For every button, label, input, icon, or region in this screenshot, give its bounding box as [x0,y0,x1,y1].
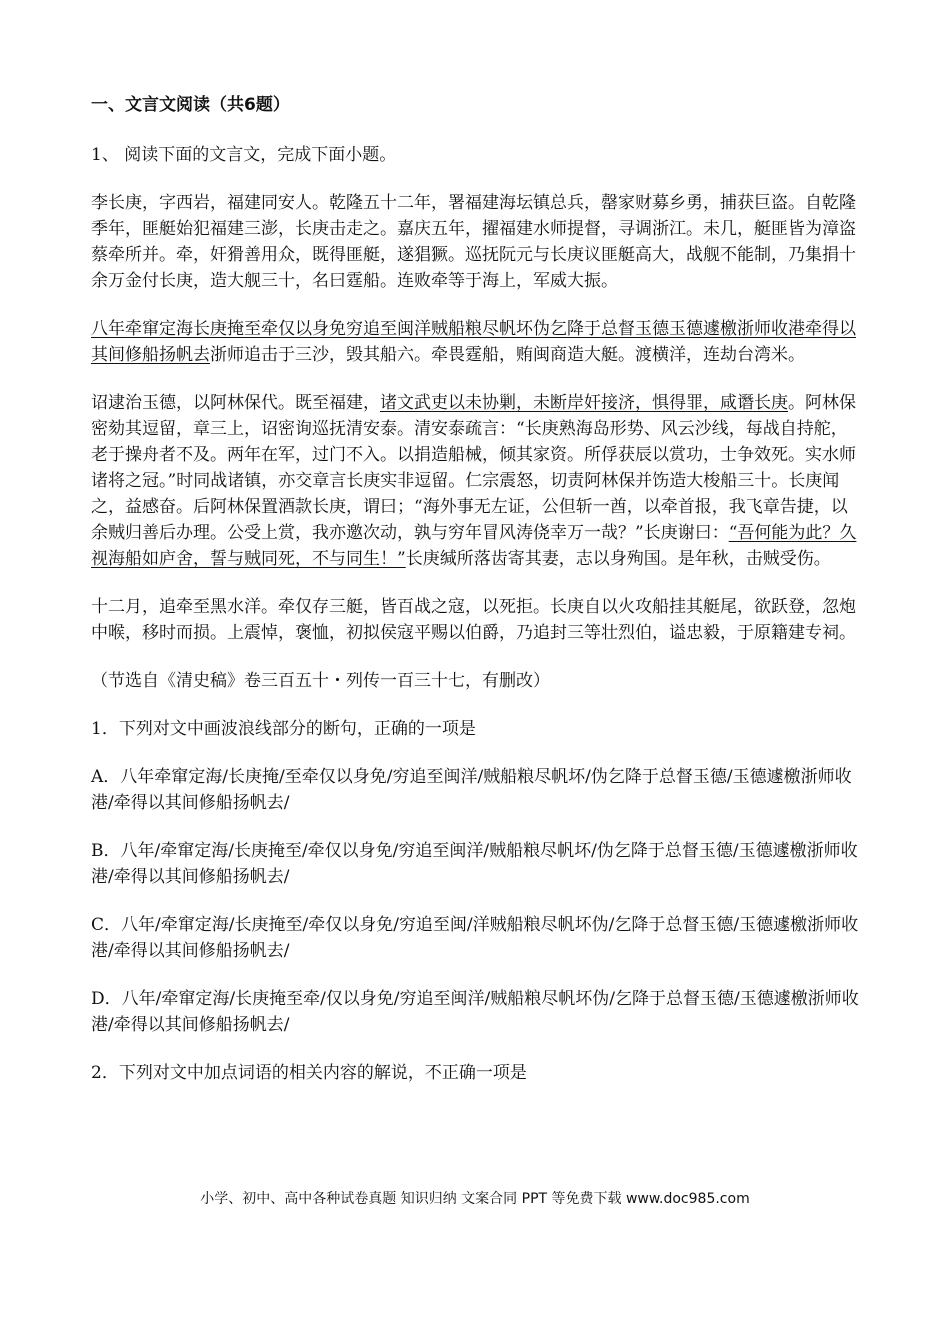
passage-paragraph-4: 十二月，追牵至黑水洋。牵仅存三艇，皆百战之寇，以死拒。长庚自以火攻船挂其艇尾，欲跃登，忽炮中喉，移时而损。上震悼，褒恤，初拟侯寇平赐以伯爵，乃追封三等壮烈伯，谥忠毅，于原籍建专祠。 [91,597,856,643]
option-d: D．八年/牵窜定海/长庚掩至牵/仅以身免/穷追至闽洋/贼船粮尽帆坏伪/乞降于总督玉德/玉德遽檄浙师收港/牵得以其间修船扬帆去/ [91,989,859,1035]
question-1-stem: 1．下列对文中画波浪线部分的断句，正确的一项是 [91,719,476,739]
source-note: （节选自《清史稿》卷三百五十・列传一百三十七，有删改） [91,671,550,691]
section-title: 一、文言文阅读（共6题） [91,95,290,115]
page-footer: 小学、初中、高中各种试卷真题 知识归纳 文案合同 PPT 等免费下载 www.doc985.com [200,1191,750,1207]
passage-text: 浙师追击于三沙，毁其船六。牵畏霆船，贿闽商造大艇。渡横洋，连劫台湾米。 [210,345,805,365]
option-b: B．八年/牵窜定海/长庚掩至/牵仅以身免/穷追至闽洋/贼船粮尽帆坏/伪乞降于总督玉德/玉德遽檄浙师收港/牵得以其间修船扬帆去/ [91,841,858,887]
question-intro: 1、 阅读下面的文言文，完成下面小题。 [91,145,397,165]
passage-paragraph-1: 李长庚，字西岩，福建同安人。乾隆五十二年，署福建海坛镇总兵，罄家财募乡勇，捕获巨盗。自乾隆季年，匪艇始犯福建三澎，长庚击走之。嘉庆五年，擢福建水师提督，寻调浙江。未几，艇匪皆为漳盗蔡牵所并。牵，奸猾善用众，既得匪艇，遂猖獗。巡抚阮元与长庚议匪艇高大，战舰不能制，乃集捐十余万金付长庚，造大舰三十，名曰霆船。连败牵等于海上，军威大振。 [91,193,856,291]
document-content [91,92,863,1108]
passage-paragraph-3 [91,390,863,572]
underlined-sentence-1: 诸文武吏以未协剿，未断岸奸接济，惧得罪，咸谮长庚 [380,393,788,413]
passage-text: 。阿林保密劾其逗留，章三上，诏密询巡抚清安泰。清安泰疏言：“长庚熟海岛形势、风云沙线，每战自持舵，老于操舟者不及。两年在军，过门不入。以捐造船械，倾其家资。所俘获辰以赏功，士争效死。实水师诸将之冠。”时同战诸镇，亦交章言长庚实非逗留。仁宗震怒，切责阿林保并饬造大梭船三十。长庚闻之，益感奋。后阿林保置酒款长庚，谓曰；“海外事无左证，公但斩一酋，以牵首报，我飞章告捷，以余贼归善后办理。公受上赏，我亦邀次动，孰与穷年冒风涛侥幸万一哉？”长庚谢曰： [91,393,856,543]
underlined-sentence-2: “吾何能为此？久视海船如庐舍，誓与贼同死，不与同生！” [91,523,857,569]
passage-text: 诏逮治玉德，以阿林保代。既至福建， [91,393,380,413]
passage-text: 长庚缄所落齿寄其妻，志以身殉国。是年秋，击贼受伤。 [405,549,831,569]
option-c: C．八年/牵窜定海/长庚掩至/牵仅以身免/穷追至闽/洋贼船粮尽帆坏伪/乞降于总督玉德/玉德遽檄浙师收港/牵得以其间修船扬帆去/ [91,915,859,961]
question-2-stem: 2．下列对文中加点词语的相关内容的解说，不正确一项是 [91,1063,527,1083]
wavy-underlined-text: 八年牵窜定海长庚掩至牵仅以身免穷追至闽洋贼船粮尽帆坏伪乞降于总督玉德玉德遽檄浙师收港牵得以其间修船扬帆去 [91,319,856,365]
passage-paragraph-2 [91,316,863,368]
option-a: A．八年牵窜定海/长庚掩/至牵仅以身免/穷追至闽洋/贼船粮尽帆坏/伪乞降于总督玉德/玉德遽檄浙师收港/牵得以其间修船扬帆去/ [91,767,852,813]
